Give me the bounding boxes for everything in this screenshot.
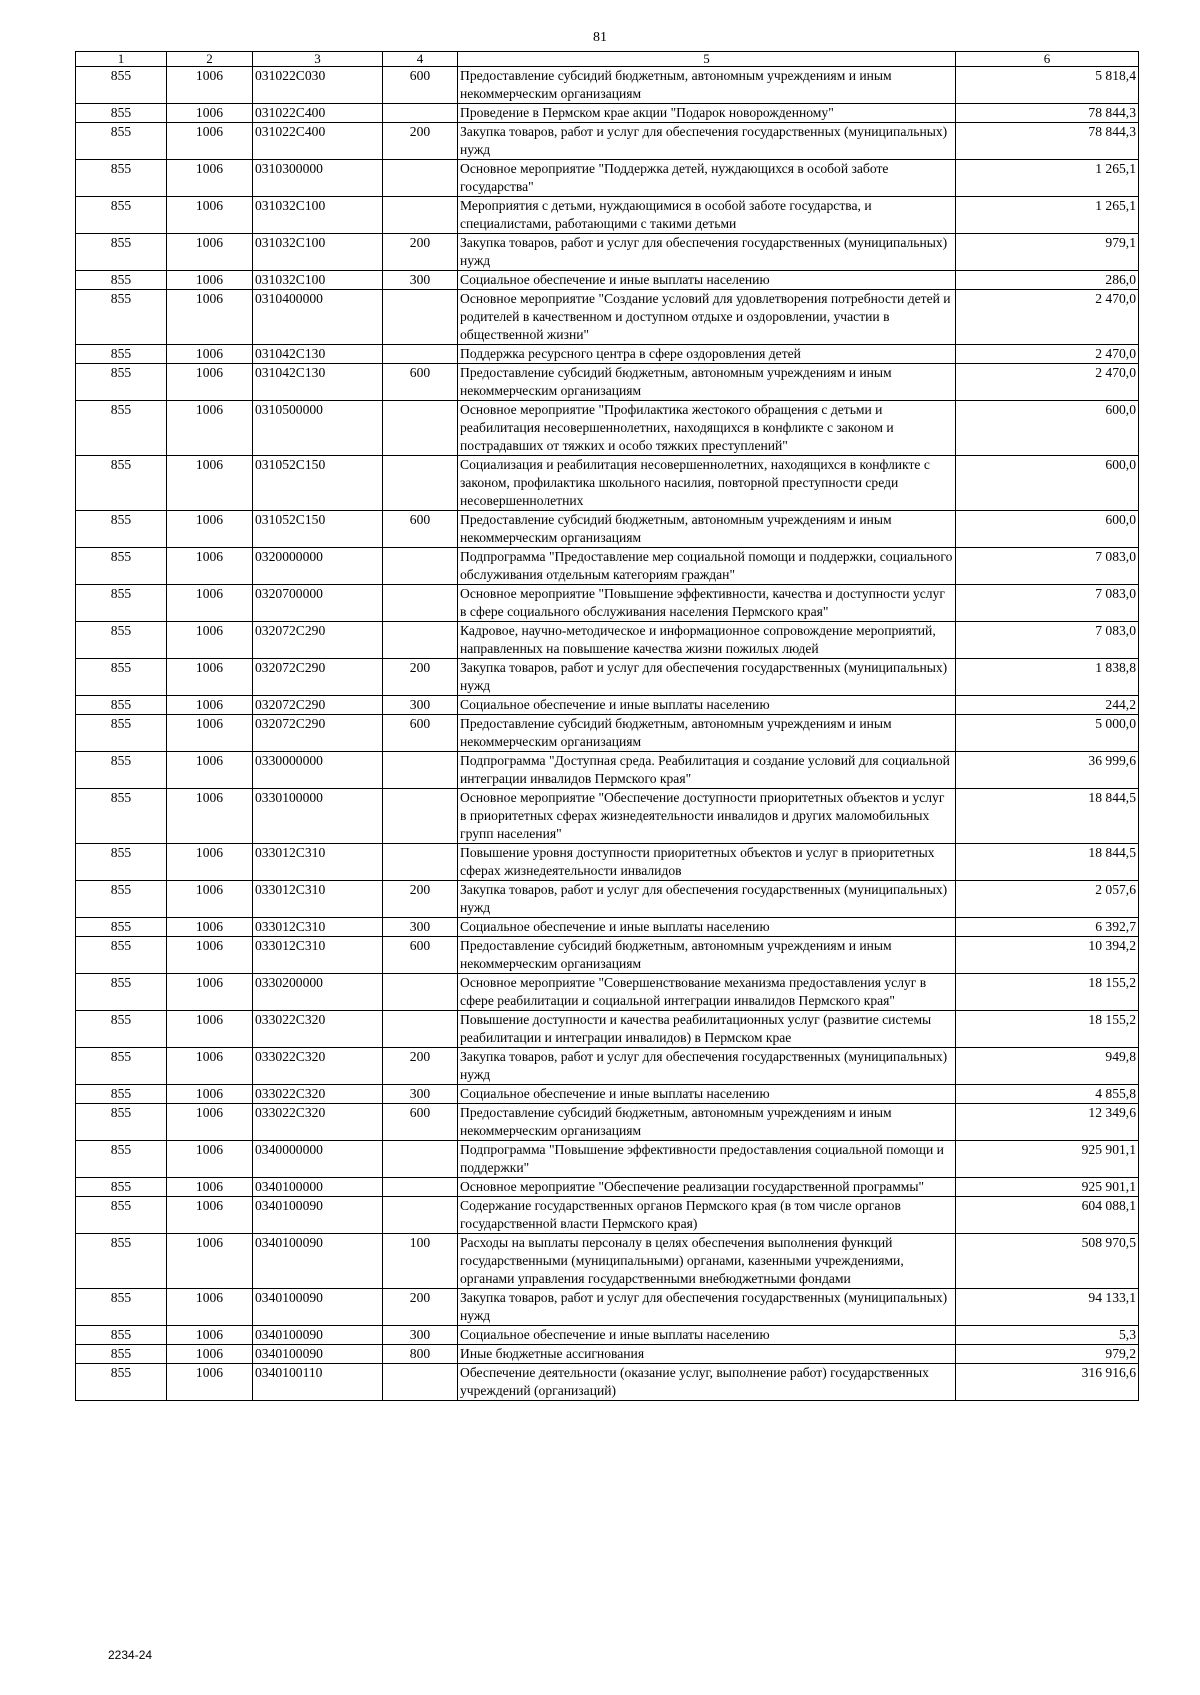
table-cell-c6: 94 133,1 (956, 1289, 1139, 1326)
table-cell-c4 (383, 622, 458, 659)
table-row (76, 104, 1139, 123)
table-cell-c5: Социальное обеспечение и иные выплаты населению (458, 1085, 956, 1104)
table-cell-c5: Расходы на выплаты персоналу в целях обеспечения выполнения функций государственными (муниципальными) органами, казенными учреждениями, органами управления государственными внебюджетными фондами (458, 1234, 956, 1289)
column-header: 1 (76, 52, 167, 67)
table-row (76, 974, 1139, 1011)
table-cell-c1: 855 (76, 881, 167, 918)
table-cell-c3: 033022С320 (253, 1011, 383, 1048)
table-cell-c2: 1006 (167, 234, 253, 271)
budget-table (75, 51, 1139, 1401)
table-cell-c1: 855 (76, 456, 167, 511)
table-cell-c4: 600 (383, 67, 458, 104)
table-cell-c4 (383, 104, 458, 123)
table-cell-c2: 1006 (167, 160, 253, 197)
table-cell-c3: 032072С290 (253, 715, 383, 752)
table-cell-c2: 1006 (167, 104, 253, 123)
table-cell-c1: 855 (76, 234, 167, 271)
table-cell-c5: Мероприятия с детьми, нуждающимися в особой заботе государства, и специалистами, работающими с такими детьми (458, 197, 956, 234)
table-cell-c2: 1006 (167, 937, 253, 974)
table-cell-c2: 1006 (167, 1104, 253, 1141)
table-cell-c5: Кадровое, научно-методическое и информационное сопровождение мероприятий, направленных на повышение качества жизни пожилых людей (458, 622, 956, 659)
table-cell-c1: 855 (76, 585, 167, 622)
table-cell-c4 (383, 844, 458, 881)
table-cell-c4: 200 (383, 234, 458, 271)
table-cell-c5: Закупка товаров, работ и услуг для обеспечения государственных (муниципальных) нужд (458, 1048, 956, 1085)
table-cell-c4 (383, 1197, 458, 1234)
table-row (76, 789, 1139, 844)
table-cell-c6: 78 844,3 (956, 104, 1139, 123)
page-number: 81 (593, 30, 607, 45)
table-cell-c1: 855 (76, 511, 167, 548)
table-cell-c5: Предоставление субсидий бюджетным, автономным учреждениям и иным некоммерческим организациям (458, 1104, 956, 1141)
table-cell-c5: Проведение в Пермском крае акции "Подарок новорожденному" (458, 104, 956, 123)
table-cell-c1: 855 (76, 1234, 167, 1289)
table-cell-c2: 1006 (167, 364, 253, 401)
table-cell-c4 (383, 1178, 458, 1197)
column-header: 4 (383, 52, 458, 67)
table-cell-c5: Основное мероприятие "Профилактика жестокого обращения с детьми и реабилитация несовершеннолетних, находящихся в конфликте с законом и пострадавших от тяжких и особо тяжких преступлений" (458, 401, 956, 456)
table-cell-c4 (383, 197, 458, 234)
table-cell-c4: 300 (383, 696, 458, 715)
table-cell-c6: 4 855,8 (956, 1085, 1139, 1104)
table-row (76, 511, 1139, 548)
table-cell-c5: Основное мероприятие "Совершенствование механизма предоставления услуг в сфере реабилитации и социальной интеграции инвалидов Пермского края" (458, 974, 956, 1011)
table-cell-c3: 031042С130 (253, 364, 383, 401)
table-cell-c5: Закупка товаров, работ и услуг для обеспечения государственных (муниципальных) нужд (458, 881, 956, 918)
table-cell-c3: 032072С290 (253, 696, 383, 715)
table-cell-c5: Подпрограмма "Предоставление мер социальной помощи и поддержки, социального обслуживания отдельным категориям граждан" (458, 548, 956, 585)
table-row (76, 160, 1139, 197)
table-cell-c3: 0340100090 (253, 1345, 383, 1364)
table-cell-c5: Основное мероприятие "Обеспечение доступности приоритетных объектов и услуг в приоритетных сферах жизнедеятельности инвалидов и других маломобильных групп населения" (458, 789, 956, 844)
table-row (76, 937, 1139, 974)
table-cell-c2: 1006 (167, 345, 253, 364)
table-cell-c3: 033022С320 (253, 1085, 383, 1104)
table-cell-c1: 855 (76, 696, 167, 715)
table-cell-c4 (383, 290, 458, 345)
table-row (76, 345, 1139, 364)
table-cell-c6: 7 083,0 (956, 548, 1139, 585)
table-cell-c1: 855 (76, 1326, 167, 1345)
table-cell-c2: 1006 (167, 974, 253, 1011)
table-cell-c2: 1006 (167, 1141, 253, 1178)
table-row (76, 752, 1139, 789)
table-cell-c3: 031022С030 (253, 67, 383, 104)
table-row (76, 1085, 1139, 1104)
table-row (76, 585, 1139, 622)
table-cell-c2: 1006 (167, 659, 253, 696)
table-cell-c3: 0320000000 (253, 548, 383, 585)
table-body (76, 67, 1139, 1401)
table-cell-c4 (383, 585, 458, 622)
table-row (76, 1048, 1139, 1085)
table-cell-c3: 031042С130 (253, 345, 383, 364)
table-cell-c3: 031052С150 (253, 456, 383, 511)
table-cell-c6: 244,2 (956, 696, 1139, 715)
table-cell-c6: 5 000,0 (956, 715, 1139, 752)
table-cell-c4: 200 (383, 1289, 458, 1326)
table-cell-c6: 2 470,0 (956, 364, 1139, 401)
table-cell-c4: 200 (383, 123, 458, 160)
table-cell-c1: 855 (76, 548, 167, 585)
table-cell-c3: 0330000000 (253, 752, 383, 789)
table-cell-c1: 855 (76, 1085, 167, 1104)
table-row (76, 401, 1139, 456)
table-cell-c3: 0340100000 (253, 1178, 383, 1197)
table-cell-c1: 855 (76, 345, 167, 364)
table-cell-c4: 600 (383, 715, 458, 752)
table-cell-c1: 855 (76, 1178, 167, 1197)
table-cell-c5: Социализация и реабилитация несовершеннолетних, находящихся в конфликте с законом, профилактика школьного насилия, повторной преступности среди несовершеннолетних (458, 456, 956, 511)
table-row (76, 1289, 1139, 1326)
table-cell-c3: 0310400000 (253, 290, 383, 345)
table-cell-c6: 600,0 (956, 511, 1139, 548)
table-row (76, 290, 1139, 345)
table-row (76, 622, 1139, 659)
table-cell-c1: 855 (76, 271, 167, 290)
table-cell-c2: 1006 (167, 1326, 253, 1345)
table-cell-c4 (383, 345, 458, 364)
table-cell-c6: 10 394,2 (956, 937, 1139, 974)
table-cell-c6: 7 083,0 (956, 585, 1139, 622)
table-row (76, 1178, 1139, 1197)
table-cell-c1: 855 (76, 160, 167, 197)
table-cell-c1: 855 (76, 1289, 167, 1326)
table-cell-c2: 1006 (167, 789, 253, 844)
table-cell-c4 (383, 974, 458, 1011)
table-cell-c2: 1006 (167, 1364, 253, 1401)
table-cell-c4: 100 (383, 1234, 458, 1289)
column-header: 6 (956, 52, 1139, 67)
table-cell-c2: 1006 (167, 271, 253, 290)
table-cell-c6: 925 901,1 (956, 1178, 1139, 1197)
table-cell-c1: 855 (76, 401, 167, 456)
table-cell-c3: 0340000000 (253, 1141, 383, 1178)
column-header: 5 (458, 52, 956, 67)
table-cell-c1: 855 (76, 1141, 167, 1178)
table-cell-c6: 2 057,6 (956, 881, 1139, 918)
table-cell-c3: 031052С150 (253, 511, 383, 548)
table-cell-c5: Предоставление субсидий бюджетным, автономным учреждениям и иным некоммерческим организациям (458, 715, 956, 752)
table-cell-c3: 0310500000 (253, 401, 383, 456)
table-cell-c5: Поддержка ресурсного центра в сфере оздоровления детей (458, 345, 956, 364)
table-cell-c5: Социальное обеспечение и иные выплаты населению (458, 696, 956, 715)
table-cell-c5: Повышение доступности и качества реабилитационных услуг (развитие системы реабилитации и интеграции инвалидов) в Пермском крае (458, 1011, 956, 1048)
table-cell-c2: 1006 (167, 1234, 253, 1289)
table-cell-c6: 604 088,1 (956, 1197, 1139, 1234)
table-header-row (76, 52, 1139, 67)
table-cell-c6: 286,0 (956, 271, 1139, 290)
table-cell-c3: 031032С100 (253, 234, 383, 271)
table-cell-c4 (383, 456, 458, 511)
table-cell-c3: 0310300000 (253, 160, 383, 197)
table-cell-c5: Основное мероприятие "Обеспечение реализации государственной программы" (458, 1178, 956, 1197)
table-cell-c2: 1006 (167, 290, 253, 345)
table-cell-c6: 316 916,6 (956, 1364, 1139, 1401)
table-cell-c4: 300 (383, 1326, 458, 1345)
table-cell-c6: 5 818,4 (956, 67, 1139, 104)
table-cell-c2: 1006 (167, 585, 253, 622)
table-cell-c6: 18 844,5 (956, 844, 1139, 881)
table-cell-c3: 031032С100 (253, 197, 383, 234)
table-cell-c5: Иные бюджетные ассигнования (458, 1345, 956, 1364)
table-cell-c5: Предоставление субсидий бюджетным, автономным учреждениям и иным некоммерческим организациям (458, 511, 956, 548)
table-cell-c2: 1006 (167, 548, 253, 585)
table-cell-c3: 0330200000 (253, 974, 383, 1011)
table-cell-c3: 031032С100 (253, 271, 383, 290)
table-cell-c5: Предоставление субсидий бюджетным, автономным учреждениям и иным некоммерческим организациям (458, 67, 956, 104)
table-cell-c5: Закупка товаров, работ и услуг для обеспечения государственных (муниципальных) нужд (458, 234, 956, 271)
table-row (76, 1345, 1139, 1364)
table-row (76, 456, 1139, 511)
column-header: 2 (167, 52, 253, 67)
table-row (76, 1364, 1139, 1401)
table-cell-c5: Предоставление субсидий бюджетным, автономным учреждениям и иным некоммерческим организациям (458, 937, 956, 974)
table-cell-c4 (383, 1141, 458, 1178)
table-cell-c3: 033012С310 (253, 937, 383, 974)
table-cell-c2: 1006 (167, 715, 253, 752)
table-cell-c2: 1006 (167, 1085, 253, 1104)
table-cell-c3: 033012С310 (253, 844, 383, 881)
table-cell-c6: 600,0 (956, 456, 1139, 511)
table-cell-c4 (383, 1011, 458, 1048)
table-cell-c6: 949,8 (956, 1048, 1139, 1085)
table-cell-c5: Подпрограмма "Повышение эффективности предоставления социальной помощи и поддержки" (458, 1141, 956, 1178)
table-cell-c6: 925 901,1 (956, 1141, 1139, 1178)
table-cell-c4: 300 (383, 1085, 458, 1104)
table-cell-c6: 600,0 (956, 401, 1139, 456)
table-cell-c2: 1006 (167, 696, 253, 715)
table-row (76, 1197, 1139, 1234)
table-row (76, 1326, 1139, 1345)
table-cell-c2: 1006 (167, 1345, 253, 1364)
table-cell-c2: 1006 (167, 67, 253, 104)
table-cell-c4: 200 (383, 659, 458, 696)
table-row (76, 1141, 1139, 1178)
table-row (76, 67, 1139, 104)
table-cell-c3: 033022С320 (253, 1048, 383, 1085)
table-row (76, 234, 1139, 271)
table-cell-c2: 1006 (167, 401, 253, 456)
table-cell-c2: 1006 (167, 1289, 253, 1326)
table-cell-c5: Закупка товаров, работ и услуг для обеспечения государственных (муниципальных) нужд (458, 1289, 956, 1326)
table-cell-c3: 0340100110 (253, 1364, 383, 1401)
table-cell-c1: 855 (76, 918, 167, 937)
table-row (76, 271, 1139, 290)
table-cell-c4 (383, 752, 458, 789)
table-cell-c3: 0320700000 (253, 585, 383, 622)
table-cell-c6: 979,2 (956, 1345, 1139, 1364)
table-cell-c6: 7 083,0 (956, 622, 1139, 659)
table-cell-c6: 18 155,2 (956, 974, 1139, 1011)
table-cell-c3: 033012С310 (253, 881, 383, 918)
table-cell-c2: 1006 (167, 918, 253, 937)
table-cell-c3: 0340100090 (253, 1234, 383, 1289)
table-cell-c6: 1 265,1 (956, 197, 1139, 234)
table-cell-c3: 0340100090 (253, 1197, 383, 1234)
table-cell-c2: 1006 (167, 511, 253, 548)
table-cell-c4: 600 (383, 1104, 458, 1141)
table-cell-c3: 0340100090 (253, 1326, 383, 1345)
table-cell-c2: 1006 (167, 1011, 253, 1048)
table-cell-c6: 5,3 (956, 1326, 1139, 1345)
table-cell-c3: 031022С400 (253, 104, 383, 123)
table-cell-c6: 78 844,3 (956, 123, 1139, 160)
table-cell-c5: Закупка товаров, работ и услуг для обеспечения государственных (муниципальных) нужд (458, 123, 956, 160)
table-cell-c6: 1 838,8 (956, 659, 1139, 696)
table-cell-c6: 2 470,0 (956, 345, 1139, 364)
column-header: 3 (253, 52, 383, 67)
table-cell-c2: 1006 (167, 197, 253, 234)
table-cell-c4: 600 (383, 937, 458, 974)
table-row (76, 696, 1139, 715)
table-cell-c1: 855 (76, 1048, 167, 1085)
footer-code: 2234-24 (108, 1648, 153, 1662)
table-cell-c2: 1006 (167, 123, 253, 160)
table-row (76, 715, 1139, 752)
table-cell-c1: 855 (76, 123, 167, 160)
table-row (76, 918, 1139, 937)
table-cell-c3: 032072С290 (253, 622, 383, 659)
table-cell-c1: 855 (76, 622, 167, 659)
table-cell-c6: 2 470,0 (956, 290, 1139, 345)
table-cell-c1: 855 (76, 364, 167, 401)
table-row (76, 1234, 1139, 1289)
table-row (76, 548, 1139, 585)
table-cell-c5: Основное мероприятие "Повышение эффективности, качества и доступности услуг в сфере социального обслуживания населения Пермского края" (458, 585, 956, 622)
table-row (76, 844, 1139, 881)
table-cell-c6: 12 349,6 (956, 1104, 1139, 1141)
table-cell-c1: 855 (76, 104, 167, 123)
table-cell-c3: 032072С290 (253, 659, 383, 696)
table-row (76, 659, 1139, 696)
table-cell-c5: Обеспечение деятельности (оказание услуг, выполнение работ) государственных учреждений (организаций) (458, 1364, 956, 1401)
table-cell-c2: 1006 (167, 1178, 253, 1197)
table-cell-c1: 855 (76, 1011, 167, 1048)
table-cell-c4 (383, 789, 458, 844)
table-cell-c1: 855 (76, 1364, 167, 1401)
table-cell-c1: 855 (76, 67, 167, 104)
table-cell-c4 (383, 401, 458, 456)
table-cell-c6: 18 844,5 (956, 789, 1139, 844)
table-cell-c2: 1006 (167, 622, 253, 659)
table-cell-c6: 1 265,1 (956, 160, 1139, 197)
table-cell-c1: 855 (76, 752, 167, 789)
table-cell-c2: 1006 (167, 1197, 253, 1234)
table-cell-c3: 033012С310 (253, 918, 383, 937)
table-cell-c4: 300 (383, 271, 458, 290)
table-cell-c2: 1006 (167, 844, 253, 881)
table-cell-c1: 855 (76, 715, 167, 752)
table-cell-c1: 855 (76, 197, 167, 234)
table-cell-c2: 1006 (167, 881, 253, 918)
table-cell-c1: 855 (76, 844, 167, 881)
table-cell-c6: 18 155,2 (956, 1011, 1139, 1048)
table-cell-c4 (383, 160, 458, 197)
table-cell-c3: 033022С320 (253, 1104, 383, 1141)
table-cell-c4: 200 (383, 881, 458, 918)
table-cell-c4 (383, 548, 458, 585)
table-row (76, 1104, 1139, 1141)
table-cell-c5: Повышение уровня доступности приоритетных объектов и услуг в приоритетных сферах жизнедеятельности инвалидов (458, 844, 956, 881)
table-cell-c6: 979,1 (956, 234, 1139, 271)
table-cell-c4: 800 (383, 1345, 458, 1364)
table-cell-c2: 1006 (167, 752, 253, 789)
table-cell-c1: 855 (76, 974, 167, 1011)
table-cell-c5: Подпрограмма "Доступная среда. Реабилитация и создание условий для социальной интеграции инвалидов Пермского края" (458, 752, 956, 789)
table-cell-c1: 855 (76, 659, 167, 696)
table-cell-c1: 855 (76, 1104, 167, 1141)
table-cell-c6: 36 999,6 (956, 752, 1139, 789)
table-cell-c4 (383, 1364, 458, 1401)
table-cell-c3: 0340100090 (253, 1289, 383, 1326)
table-cell-c4: 300 (383, 918, 458, 937)
table-cell-c5: Основное мероприятие "Создание условий для удовлетворения потребности детей и родителей в качественном и доступном отдыхе и оздоровлении, участии в общественной жизни" (458, 290, 956, 345)
table-row (76, 1011, 1139, 1048)
table-row (76, 881, 1139, 918)
table-cell-c5: Основное мероприятие "Поддержка детей, нуждающихся в особой заботе государства" (458, 160, 956, 197)
table-cell-c3: 031022С400 (253, 123, 383, 160)
table-cell-c2: 1006 (167, 456, 253, 511)
table-cell-c4: 600 (383, 364, 458, 401)
table-row (76, 123, 1139, 160)
table-cell-c6: 508 970,5 (956, 1234, 1139, 1289)
table-cell-c4: 600 (383, 511, 458, 548)
table-cell-c2: 1006 (167, 1048, 253, 1085)
table-cell-c5: Социальное обеспечение и иные выплаты населению (458, 1326, 956, 1345)
table-cell-c5: Социальное обеспечение и иные выплаты населению (458, 271, 956, 290)
table-cell-c5: Закупка товаров, работ и услуг для обеспечения государственных (муниципальных) нужд (458, 659, 956, 696)
table-cell-c5: Предоставление субсидий бюджетным, автономным учреждениям и иным некоммерческим организациям (458, 364, 956, 401)
table-cell-c6: 6 392,7 (956, 918, 1139, 937)
table-cell-c1: 855 (76, 789, 167, 844)
table-cell-c4: 200 (383, 1048, 458, 1085)
table-cell-c3: 0330100000 (253, 789, 383, 844)
table-cell-c1: 855 (76, 1345, 167, 1364)
table-cell-c1: 855 (76, 290, 167, 345)
table-cell-c1: 855 (76, 937, 167, 974)
table-cell-c5: Социальное обеспечение и иные выплаты населению (458, 918, 956, 937)
table-cell-c5: Содержание государственных органов Пермского края (в том числе органов государственной власти Пермского края) (458, 1197, 956, 1234)
table-cell-c1: 855 (76, 1197, 167, 1234)
table-row (76, 364, 1139, 401)
table-row (76, 197, 1139, 234)
